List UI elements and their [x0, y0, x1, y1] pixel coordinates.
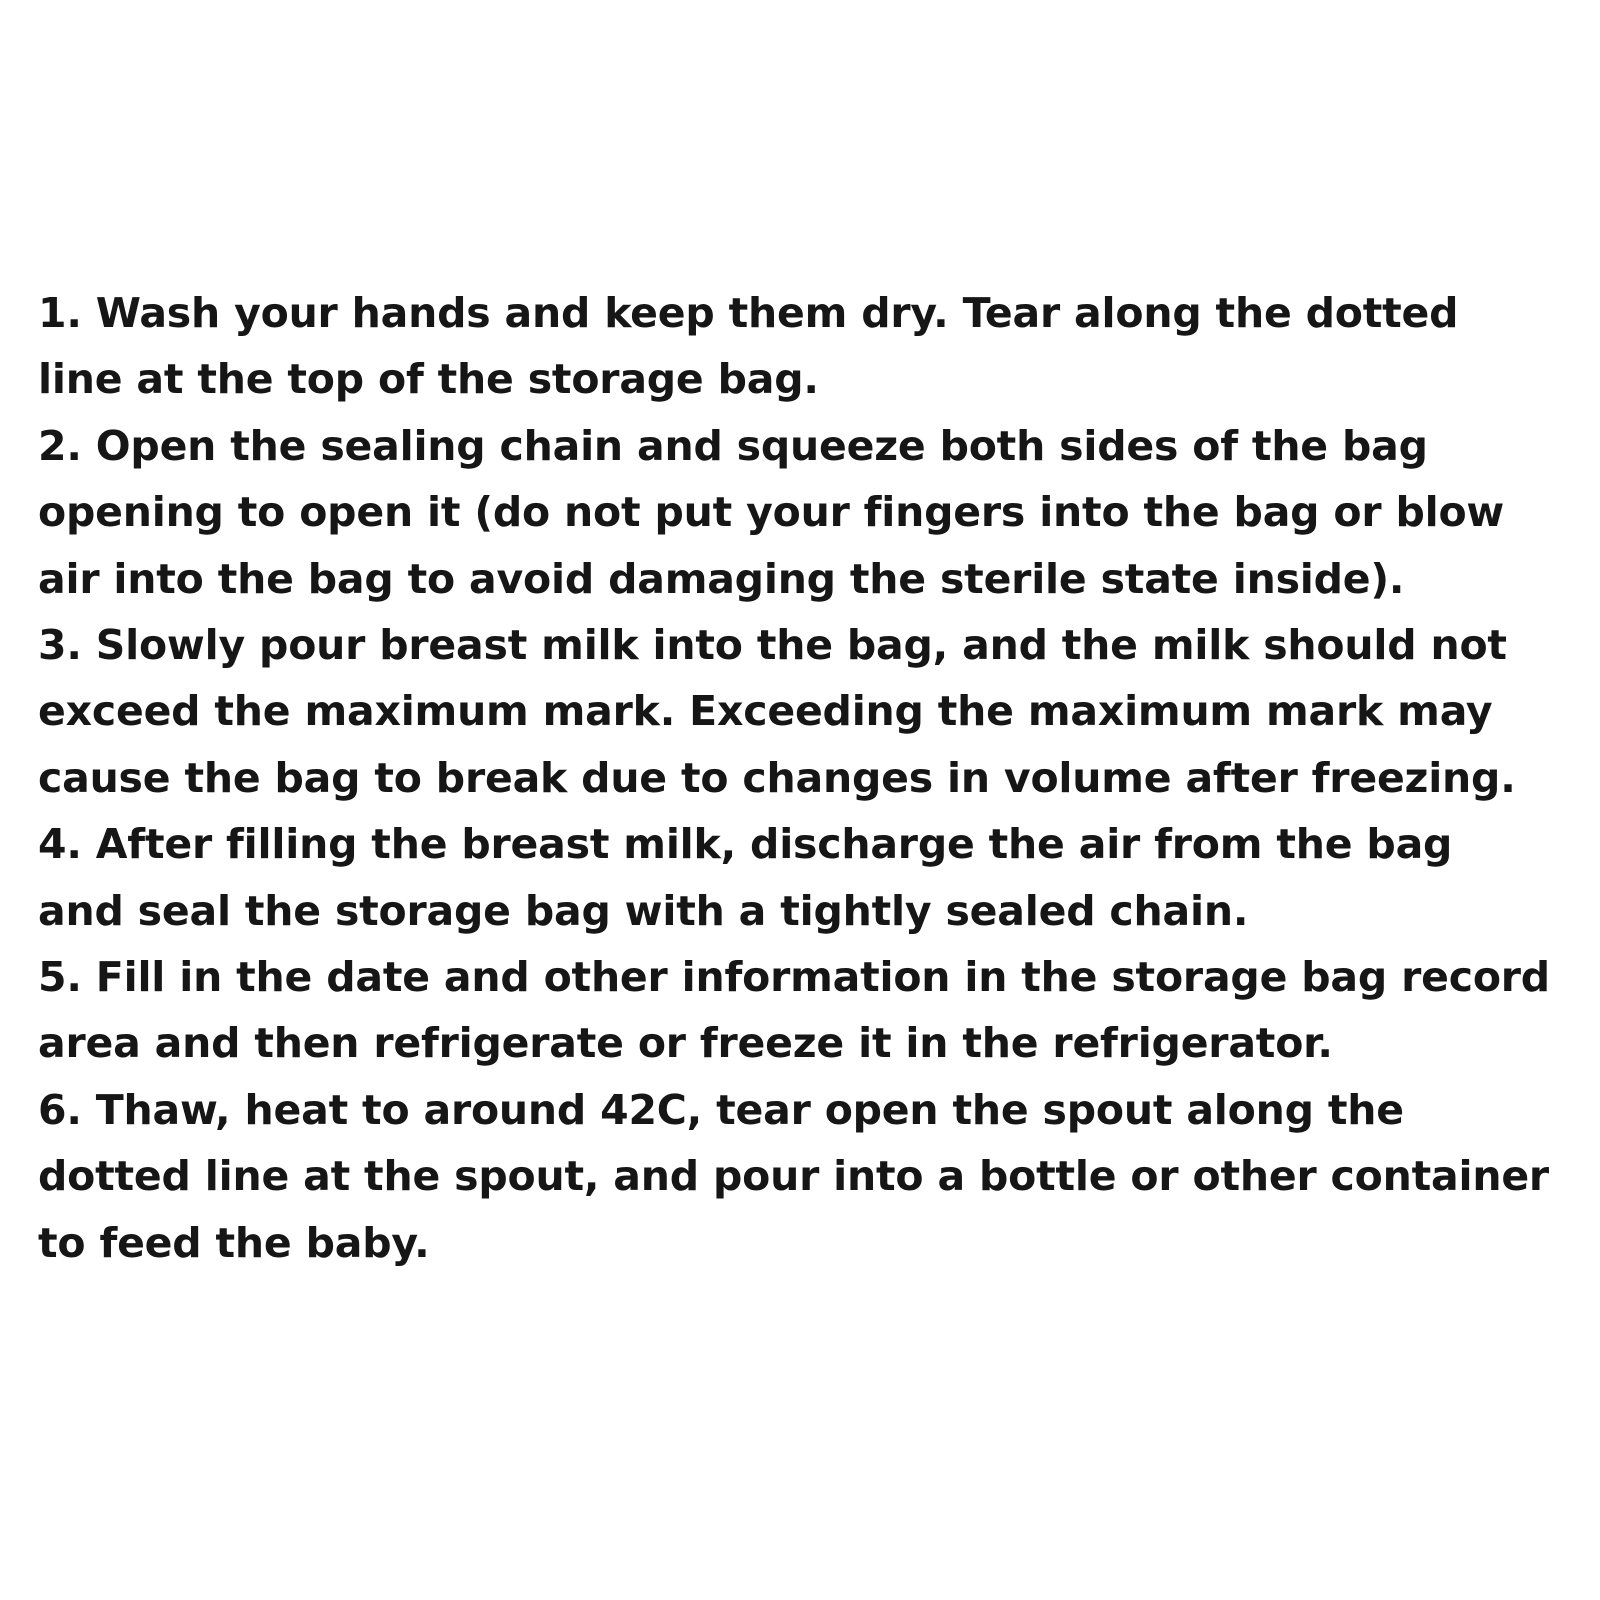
- instruction-step-6: 6. Thaw, heat to around 42C, tear open the spout along the dotted line at the spout, and pour into a bottle or other container to feed the baby.: [38, 1085, 1549, 1267]
- instruction-step-1: 1. Wash your hands and keep them dry. Tear along the dotted line at the top of the storage bag.: [38, 289, 1459, 404]
- instruction-list: [38, 280, 1550, 1276]
- instruction-step-2: 2. Open the sealing chain and squeeze both sides of the bag opening to open it (do not put your fingers into the bag or blow air into the bag to avoid damaging the sterile state inside).: [38, 421, 1505, 603]
- instruction-step-5: 5. Fill in the date and other information in the storage bag record area and then refrigerate or freeze it in the refrigerator.: [38, 953, 1550, 1068]
- instruction-step-3: 3. Slowly pour breast milk into the bag, and the milk should not exceed the maximum mark. Exceeding the maximum mark may cause the bag to break due to changes in volume after freezing.: [38, 621, 1516, 802]
- instruction-step-4: 4. After filling the breast milk, discharge the air from the bag and seal the storage bag with a tightly sealed chain.: [38, 820, 1453, 935]
